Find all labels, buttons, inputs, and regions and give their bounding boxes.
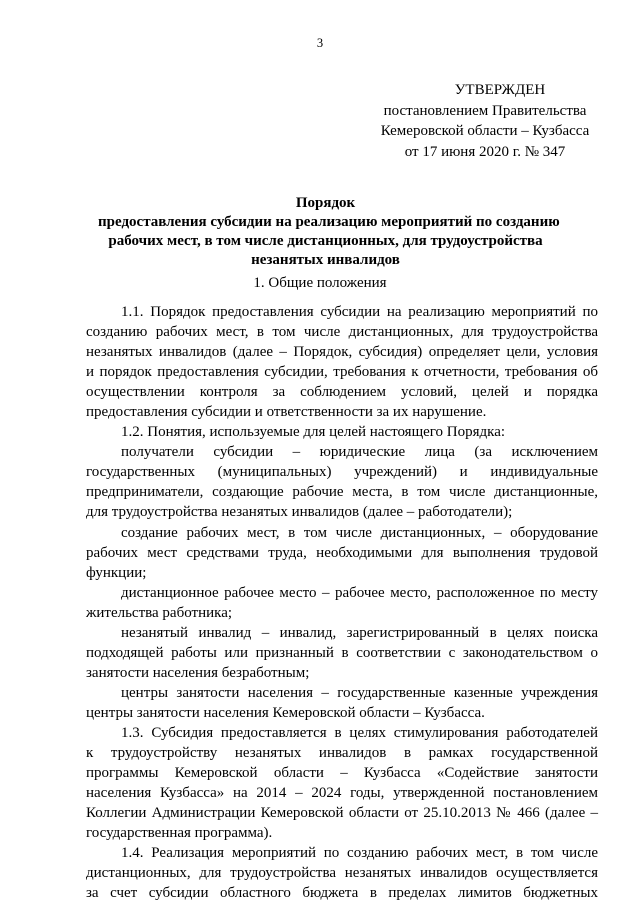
body-line: 1.3. Субсидия предоставляется в целях стимулирования работодателей — [121, 724, 598, 741]
body-line: для трудоустройства незанятых инвалидов (далее – работодатели); — [86, 504, 513, 521]
title-line: Порядок — [295, 195, 356, 211]
body-line: занятости населения безработным; — [86, 664, 310, 681]
body-line: подходящей работы или признанный в соответствии с законодательством о — [86, 644, 598, 661]
body-line: Коллегии Администрации Кемеровской области от 25.10.2013 № 466 (далее – — [86, 805, 598, 822]
approval-line: от 17 июня 2020 г. № 347 — [404, 143, 566, 160]
title-line: предоставления субсидии на реализацию мероприятий по созданию — [98, 214, 560, 230]
section-heading: 1. Общие положения — [253, 275, 387, 291]
body-line: осуществлении контроля за соблюдением условий, целей и порядка — [86, 384, 598, 401]
approval-block — [330, 80, 640, 162]
body-line: предоставления субсидии и ответственности за их нарушение. — [86, 404, 487, 421]
approval-line: постановлением Правительства — [383, 102, 587, 119]
body-line: 1.1. Порядок предоставления субсидии на реализацию мероприятий по — [121, 304, 598, 320]
approval-line: Кемеровской области – Кузбасса — [380, 123, 590, 139]
title-line: незанятых инвалидов — [251, 252, 400, 268]
body-line: функции; — [86, 564, 147, 581]
body-line: дистанционное рабочее место – рабочее место, расположенное по месту — [121, 584, 598, 601]
body-line: центры занятости населения Кемеровской области – Кузбасса. — [86, 704, 485, 721]
body-line: создание рабочих мест, в том числе дистанционных, – оборудование — [121, 524, 598, 541]
body-line: 1.4. Реализация мероприятий по созданию рабочих мест, в том числе — [121, 845, 598, 862]
document-title — [98, 194, 560, 270]
body-line: рабочих мест средствами труда, необходимыми для выполнения трудовой — [86, 544, 598, 561]
body-line: 1.2. Понятия, используемые для целей настоящего Порядка: — [121, 424, 506, 441]
body-line: получатели субсидии – юридические лица (за исключением — [121, 444, 598, 461]
body-text — [86, 302, 598, 903]
body-line: центры занятости населения – государственные казенные учреждения — [121, 684, 598, 701]
page-number: 3 — [316, 36, 324, 50]
body-line: дистанционных, для трудоустройства незанятых инвалидов осуществляется — [86, 865, 598, 882]
body-line: за счет субсидии областного бюджета в пределах лимитов бюджетных — [86, 885, 598, 902]
body-line: населения Кузбасса» на 2014 – 2024 годы, утвержденной постановлением — [86, 785, 598, 802]
body-line: программы Кемеровской области – Кузбасса «Содействие занятости — [86, 765, 598, 782]
body-line: государственная программа). — [86, 825, 273, 842]
body-line: созданию рабочих мест, в том числе дистанционных, для трудоустройства — [86, 324, 598, 341]
body-line: жительства работника; — [86, 604, 233, 621]
title-line: рабочих мест, в том числе дистанционных, для трудоустройства — [108, 233, 543, 249]
body-line: к трудоустройству незанятых инвалидов в рамках государственной — [86, 745, 598, 762]
body-line: и порядок предоставления субсидии, требования к отчетности, требования об — [86, 364, 598, 381]
body-line: государственных (муниципальных) учреждений) и индивидуальные — [86, 464, 598, 481]
body-line: незанятый инвалид – инвалид, зарегистрированный в целях поиска — [121, 624, 598, 641]
approval-heading: УТВЕРЖДЕН — [454, 82, 546, 98]
body-line: незанятых инвалидов (далее – Порядок, субсидия) определяет цели, условия — [86, 344, 598, 361]
body-line: предприниматели, создающие рабочие места, в том числе дистанционные, — [86, 484, 598, 501]
